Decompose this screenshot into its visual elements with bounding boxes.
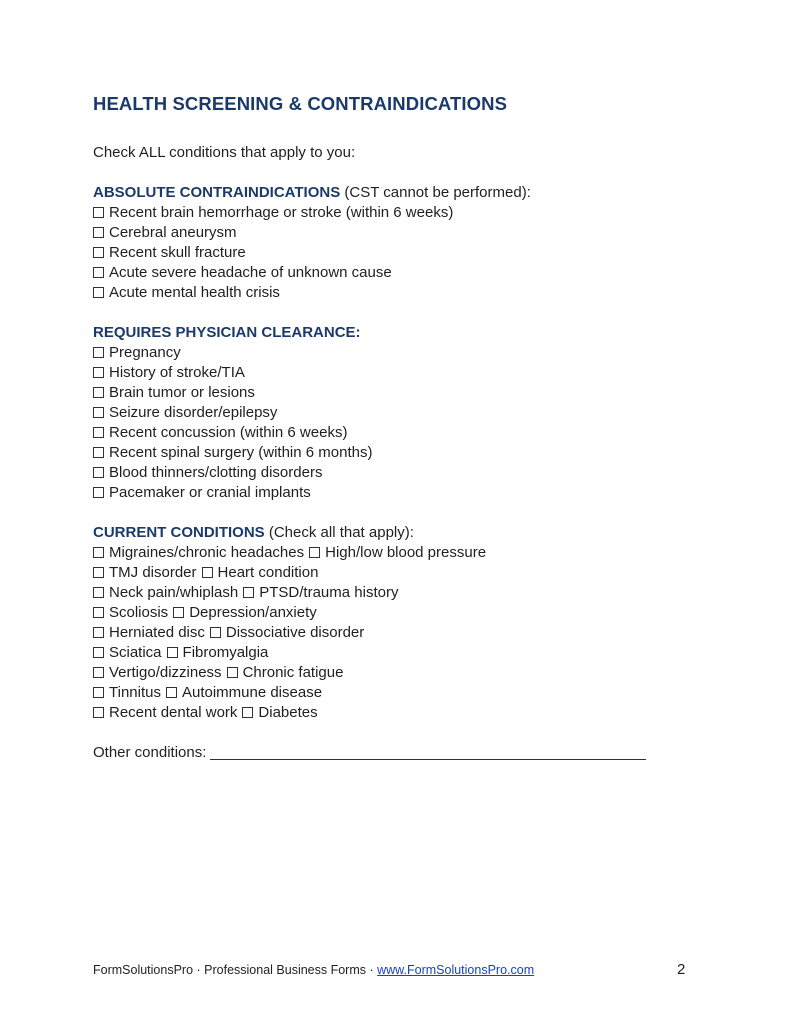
checkbox[interactable]	[93, 427, 104, 438]
checkbox[interactable]	[93, 367, 104, 378]
checkbox-label: Neck pain/whiplash	[109, 584, 239, 601]
checkbox[interactable]	[93, 467, 104, 478]
checkbox[interactable]	[210, 627, 221, 638]
page-title: HEALTH SCREENING & CONTRAINDICATIONS	[93, 93, 508, 114]
checkbox[interactable]	[309, 547, 320, 558]
current-heading: CURRENT CONDITIONS	[93, 524, 265, 541]
checkbox-item	[93, 463, 733, 483]
checkbox-pair-row	[93, 583, 733, 603]
clearance-heading-line	[93, 323, 733, 343]
absolute-heading: ABSOLUTE CONTRAINDICATIONS	[93, 184, 341, 201]
checkbox-label: Tinnitus	[109, 684, 161, 701]
checkbox-label: Sciatica	[109, 644, 162, 661]
checkbox[interactable]	[202, 567, 213, 578]
checkbox-pair-row	[93, 663, 733, 683]
checkbox[interactable]	[93, 347, 104, 358]
checkbox-label: Depression/anxiety	[189, 604, 317, 621]
checkbox[interactable]	[93, 627, 104, 638]
checkbox-pair-row	[93, 603, 733, 623]
checkbox-label: Scoliosis	[109, 604, 169, 621]
checkbox[interactable]	[167, 647, 178, 658]
checkbox-label: Recent concussion (within 6 weeks)	[109, 424, 348, 441]
absolute-note: (CST cannot be performed):	[340, 184, 531, 201]
checkbox-label: TMJ disorder	[109, 564, 197, 581]
checkbox-pair-row	[93, 643, 733, 663]
other-conditions-field[interactable]	[210, 744, 646, 760]
checkbox[interactable]	[93, 687, 104, 698]
checkbox[interactable]	[243, 587, 254, 598]
checkbox[interactable]	[93, 707, 104, 718]
checkbox-label: Seizure disorder/epilepsy	[109, 404, 278, 421]
checkbox[interactable]	[93, 587, 104, 598]
other-conditions-line	[93, 743, 733, 763]
checkbox-item	[93, 423, 733, 443]
footer-text: FormSolutionsPro · Professional Business Forms ·	[93, 963, 378, 977]
checkbox-label: Recent spinal surgery (within 6 months)	[109, 444, 373, 461]
checkbox-label: Fibromyalgia	[182, 644, 269, 661]
checkbox[interactable]	[242, 707, 253, 718]
checkbox[interactable]	[93, 407, 104, 418]
checkbox[interactable]	[93, 487, 104, 498]
checkbox-label: Migraines/chronic headaches	[109, 544, 305, 561]
checkbox[interactable]	[93, 387, 104, 398]
checkbox-label: Pacemaker or cranial implants	[109, 484, 311, 501]
intro-text: Check ALL conditions that apply to you:	[93, 144, 356, 161]
checkbox-label: Recent dental work	[109, 704, 238, 721]
checkbox[interactable]	[93, 287, 104, 298]
checkbox-label: Blood thinners/clotting disorders	[109, 464, 323, 481]
checkbox[interactable]	[93, 227, 104, 238]
checkbox-label: Cerebral aneurysm	[109, 224, 237, 241]
checkbox[interactable]	[166, 687, 177, 698]
checkbox-label: Herniated disc	[109, 624, 205, 641]
checkbox-label: Brain tumor or lesions	[109, 384, 255, 401]
checkbox[interactable]	[93, 207, 104, 218]
footer-link[interactable]: www.FormSolutionsPro.com	[377, 963, 535, 977]
checkbox[interactable]	[93, 567, 104, 578]
checkbox-item	[93, 343, 733, 363]
checkbox[interactable]	[93, 267, 104, 278]
checkbox-label: Heart condition	[217, 564, 319, 581]
checkbox[interactable]	[93, 607, 104, 618]
clearance-heading: REQUIRES PHYSICIAN CLEARANCE:	[93, 324, 361, 341]
checkbox-pair-row	[93, 703, 733, 723]
checkbox-pair-row	[93, 683, 733, 703]
other-conditions-label: Other conditions:	[93, 744, 207, 761]
checkbox[interactable]	[93, 547, 104, 558]
checkbox-pair-row	[93, 623, 733, 643]
checkbox-label: Acute mental health crisis	[109, 284, 280, 301]
checkbox-label: Autoimmune disease	[181, 684, 323, 701]
page-number: 2	[677, 961, 686, 978]
checkbox-label: History of stroke/TIA	[109, 364, 245, 381]
checkbox-item	[93, 263, 733, 283]
checkbox[interactable]	[93, 247, 104, 258]
checkbox-label: Recent brain hemorrhage or stroke (within 6 weeks)	[109, 204, 454, 221]
checkbox-label: PTSD/trauma history	[259, 584, 399, 601]
checkbox-label: Pregnancy	[109, 344, 181, 361]
current-note: (Check all that apply):	[264, 524, 414, 541]
absolute-heading-line	[93, 183, 733, 203]
checkbox[interactable]	[93, 647, 104, 658]
checkbox-item	[93, 203, 733, 223]
checkbox-item	[93, 403, 733, 423]
checkbox-label: Vertigo/dizziness	[109, 664, 222, 681]
footer	[93, 963, 534, 977]
checkbox-pair-row	[93, 563, 733, 583]
checkbox-label: Diabetes	[258, 704, 318, 721]
checkbox-item	[93, 383, 733, 403]
current-heading-line	[93, 523, 733, 543]
checkbox[interactable]	[173, 607, 184, 618]
checkbox-item	[93, 443, 733, 463]
checkbox-label: Dissociative disorder	[225, 624, 365, 641]
checkbox-label: High/low blood pressure	[325, 544, 487, 561]
screening-content	[93, 143, 733, 763]
checkbox-label: Acute severe headache of unknown cause	[109, 264, 392, 281]
checkbox-pair-row	[93, 543, 733, 563]
checkbox[interactable]	[93, 667, 104, 678]
checkbox-item	[93, 243, 733, 263]
checkbox-item	[93, 283, 733, 303]
checkbox-item	[93, 483, 733, 503]
checkbox-item	[93, 363, 733, 383]
checkbox-item	[93, 223, 733, 243]
checkbox[interactable]	[93, 447, 104, 458]
checkbox-label: Chronic fatigue	[242, 664, 344, 681]
checkbox[interactable]	[227, 667, 238, 678]
checkbox-label: Recent skull fracture	[109, 244, 246, 261]
